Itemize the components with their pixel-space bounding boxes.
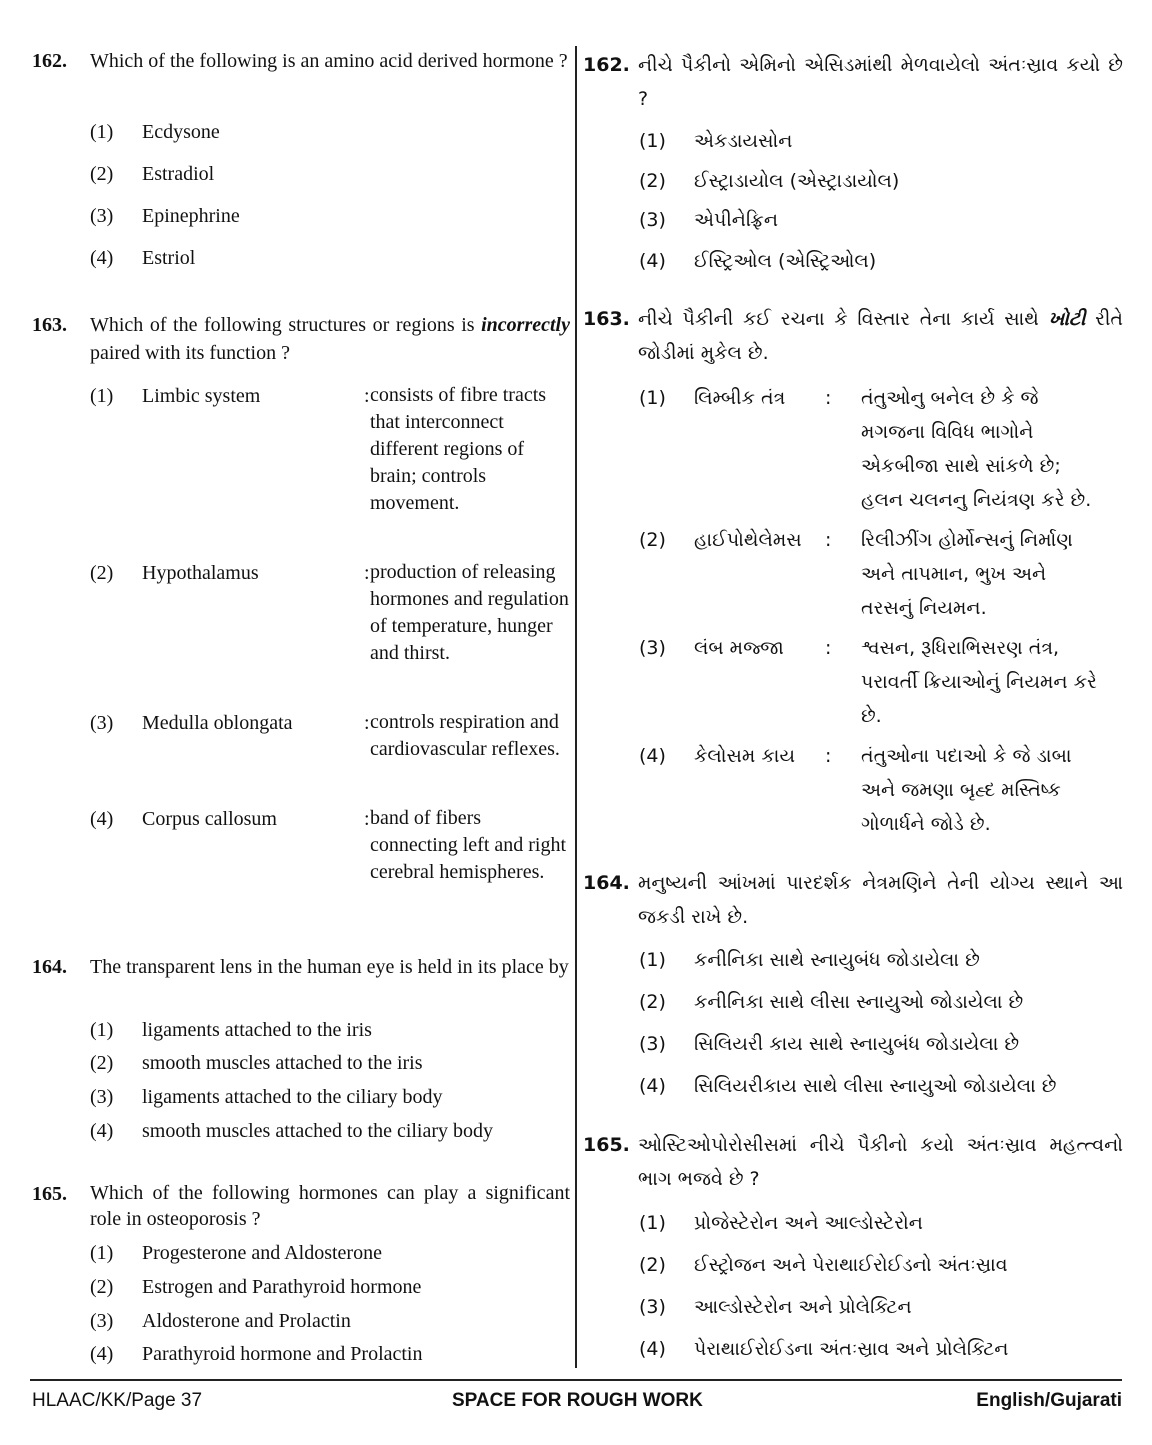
option-text: Aldosterone and Prolactin [142, 1310, 351, 1332]
option-text: Ecdysone [142, 121, 220, 143]
separator: : [825, 637, 832, 659]
option-text: Estriol [142, 247, 196, 269]
option-label: (1) [90, 385, 114, 407]
question-text: Which of the following is an amino acid derived hormone ? [90, 50, 568, 72]
question-163-gu [583, 302, 1123, 370]
option-label: (1) [639, 1212, 666, 1234]
question-text: Which of the following hormones can play a significant role in osteoporosis ? [90, 1182, 570, 1230]
option-label: (2) [90, 163, 114, 185]
option-label: (1) [90, 1242, 114, 1264]
option-label: (3) [90, 712, 114, 734]
option-text: ligaments attached to the ciliary body [142, 1086, 443, 1108]
structure-name: Corpus callosum [142, 808, 277, 830]
option-text: Parathyroid hormone and Prolactin [142, 1343, 423, 1365]
option-text: ઈસ્ટ્રાડાયોલ (એસ્ટ્રાડાયોલ) [694, 170, 900, 192]
option-label: (2) [639, 529, 666, 551]
question-text-part: paired with its function ? [90, 342, 290, 364]
separator: : [364, 712, 370, 734]
option-label: (1) [90, 1019, 114, 1041]
question-164-gu [583, 866, 1123, 934]
question-emphasis: incorrectly [481, 314, 570, 336]
function-description: શ્વસન, રૂધિરાભિસરણ તંત્ર, પરાવર્તી ક્રિયાઓનું નિયમન કરે છે. [861, 637, 1097, 727]
option-text: Estradiol [142, 163, 215, 185]
option-text: smooth muscles attached to the ciliary body [142, 1120, 494, 1142]
question-text [638, 302, 1123, 370]
option-text: ઈસ્ટ્રોજન અને પેરાથાઈરોઈડનો અંતઃસ્રાવ [694, 1254, 1008, 1276]
option-label: (1) [639, 949, 666, 971]
option-text: Epinephrine [142, 205, 240, 227]
option-label: (4) [90, 808, 114, 830]
function-description: controls respiration and cardiovascular reflexes. [370, 711, 560, 760]
option-label: (3) [90, 1086, 114, 1108]
question-165-en [32, 1180, 570, 1232]
option-text: આલ્ડોસ્ટેરોન અને પ્રોલેક્ટિન [694, 1296, 912, 1318]
option-label: (3) [90, 1310, 114, 1332]
page-code: HLAAC/KK/Page 37 [32, 1390, 203, 1411]
question-number: 162. [32, 50, 67, 72]
option-text: Estrogen and Parathyroid hormone [142, 1276, 422, 1298]
column-divider [575, 46, 577, 1368]
question-163-en [32, 311, 570, 367]
option-label: (3) [90, 205, 114, 227]
language-label: English/Gujarati [976, 1390, 1122, 1411]
question-text-part: નીચે પૈકીની કઈ રચના કે વિસ્તાર તેના કાર્ય સાથે [638, 308, 1049, 330]
option-label: (4) [90, 1120, 114, 1142]
function-description: production of releasing hormones and regulation of temperature, hunger and thirst. [370, 561, 569, 664]
option-label: (2) [639, 991, 666, 1013]
question-162-en [32, 47, 570, 75]
option-label: (3) [639, 637, 666, 659]
option-text: Progesterone and Aldosterone [142, 1242, 382, 1264]
option-text: ઈસ્ટ્રિઓલ (એસ્ટ્રિઓલ) [694, 250, 877, 272]
structure-name: Hypothalamus [142, 562, 259, 584]
question-text: નીચે પૈકીનો એમિનો એસિડમાંથી મેળવાયેલો અંતઃસ્રાવ કયો છે ? [638, 54, 1123, 110]
option-text: smooth muscles attached to the iris [142, 1052, 423, 1074]
question-number: 162. [583, 54, 630, 76]
option-label: (3) [639, 1296, 666, 1318]
function-description: તંતુઓનુ બનેલ છે કે જે મગજના વિવિધ ભાગોને એકબીજા સાથે સાંકળે છે; હલન ચલનનુ નિયંત્રણ કરે છે. [861, 387, 1092, 511]
question-text-part: Which of the following structures or regions is [90, 314, 482, 336]
option-label: (4) [639, 250, 666, 272]
option-label: (1) [639, 387, 666, 409]
question-164-en [32, 953, 570, 981]
option-text: એપીનેફ્રિન [694, 209, 778, 231]
option-text: એકડાયસોન [694, 130, 793, 152]
separator: : [825, 387, 832, 409]
question-text: મનુષ્યની આંખમાં પારદર્શક નેત્રમણિને તેની યોગ્ય સ્થાને આ જકડી રાખે છે. [638, 872, 1123, 928]
question-number: 164. [583, 872, 630, 894]
structure-name: Medulla oblongata [142, 712, 293, 734]
question-text: ઓસ્ટિઓપોરોસીસમાં નીચે પૈકીનો કયો અંતઃસ્રાવ મહત્ત્વનો ભાગ ભજવે છે ? [638, 1134, 1123, 1190]
footer-rule [30, 1379, 1122, 1381]
rough-work-label: SPACE FOR ROUGH WORK [452, 1390, 703, 1411]
option-label: (4) [639, 1338, 666, 1360]
question-number: 164. [32, 956, 67, 978]
function-description: તંતુઓના પદાઓ કે જે ડાબા અને જમણા બૃહ્દ મસ્તિષ્ક ગોળાર્ધને જોડે છે. [861, 745, 1072, 835]
option-text: પ્રોજેસ્ટેરોન અને આલ્ડોસ્ટેરોન [694, 1212, 923, 1234]
structure-name: લંબ મજ્જા [694, 637, 784, 659]
question-text [90, 311, 570, 367]
separator: : [364, 808, 370, 830]
option-label: (4) [90, 1343, 114, 1365]
function-description: consists of fibre tracts that interconnect different regions of brain; controls movement. [370, 384, 547, 514]
option-label: (4) [90, 247, 114, 269]
option-label: (2) [90, 562, 114, 584]
separator: : [364, 562, 370, 584]
option-label: (2) [639, 170, 666, 192]
function-description: રિલીઝીંગ હોર્મોન્સનું નિર્માણ અને તાપમાન, ભુખ અને તરસનું નિયમન. [861, 529, 1073, 619]
option-label: (1) [90, 121, 114, 143]
question-text: The transparent lens in the human eye is held in its place by [90, 956, 569, 978]
option-text: સિલિયરી કાય સાથે સ્નાયુબંધ જોડાયેલા છે [694, 1033, 1020, 1055]
option-label: (1) [639, 130, 666, 152]
option-text: ligaments attached to the iris [142, 1019, 372, 1041]
structure-name: કેલોસમ કાય [694, 745, 796, 767]
question-emphasis: ખોટી [1048, 308, 1086, 330]
separator: : [825, 745, 832, 767]
option-label: (2) [639, 1254, 666, 1276]
structure-name: લિમ્બીક તંત્ર [694, 387, 786, 409]
option-text: કનીનિકા સાથે સ્નાયુબંધ જોડાયેલા છે [694, 949, 980, 971]
option-label: (2) [90, 1052, 114, 1074]
option-text: પેરાથાઈરોઈડના અંતઃસ્રાવ અને પ્રોલેક્ટિન [694, 1338, 1009, 1360]
question-number: 163. [583, 308, 630, 330]
option-text: કનીનિકા સાથે લીસા સ્નાયુઓ જોડાયેલા છે [694, 991, 1024, 1013]
structure-name: Limbic system [142, 385, 261, 407]
question-165-gu [583, 1128, 1123, 1196]
separator: : [364, 385, 370, 407]
question-162-gu [583, 48, 1123, 116]
question-number: 165. [32, 1183, 67, 1205]
option-label: (3) [639, 209, 666, 231]
option-label: (4) [639, 745, 666, 767]
question-text-part: રીતે જોડીમાં મુકેલ છે. [638, 308, 1123, 364]
question-number: 165. [583, 1134, 630, 1156]
option-text: સિલિયરીકાય સાથે લીસા સ્નાયુઓ જોડાયેલા છે [694, 1075, 1057, 1097]
option-label: (2) [90, 1276, 114, 1298]
function-description: band of fibers connecting left and right cerebral hemispheres. [370, 807, 567, 883]
question-number: 163. [32, 314, 67, 336]
structure-name: હાઈપોથેલેમસ [694, 529, 802, 551]
option-label: (4) [639, 1075, 666, 1097]
option-label: (3) [639, 1033, 666, 1055]
separator: : [825, 529, 832, 551]
